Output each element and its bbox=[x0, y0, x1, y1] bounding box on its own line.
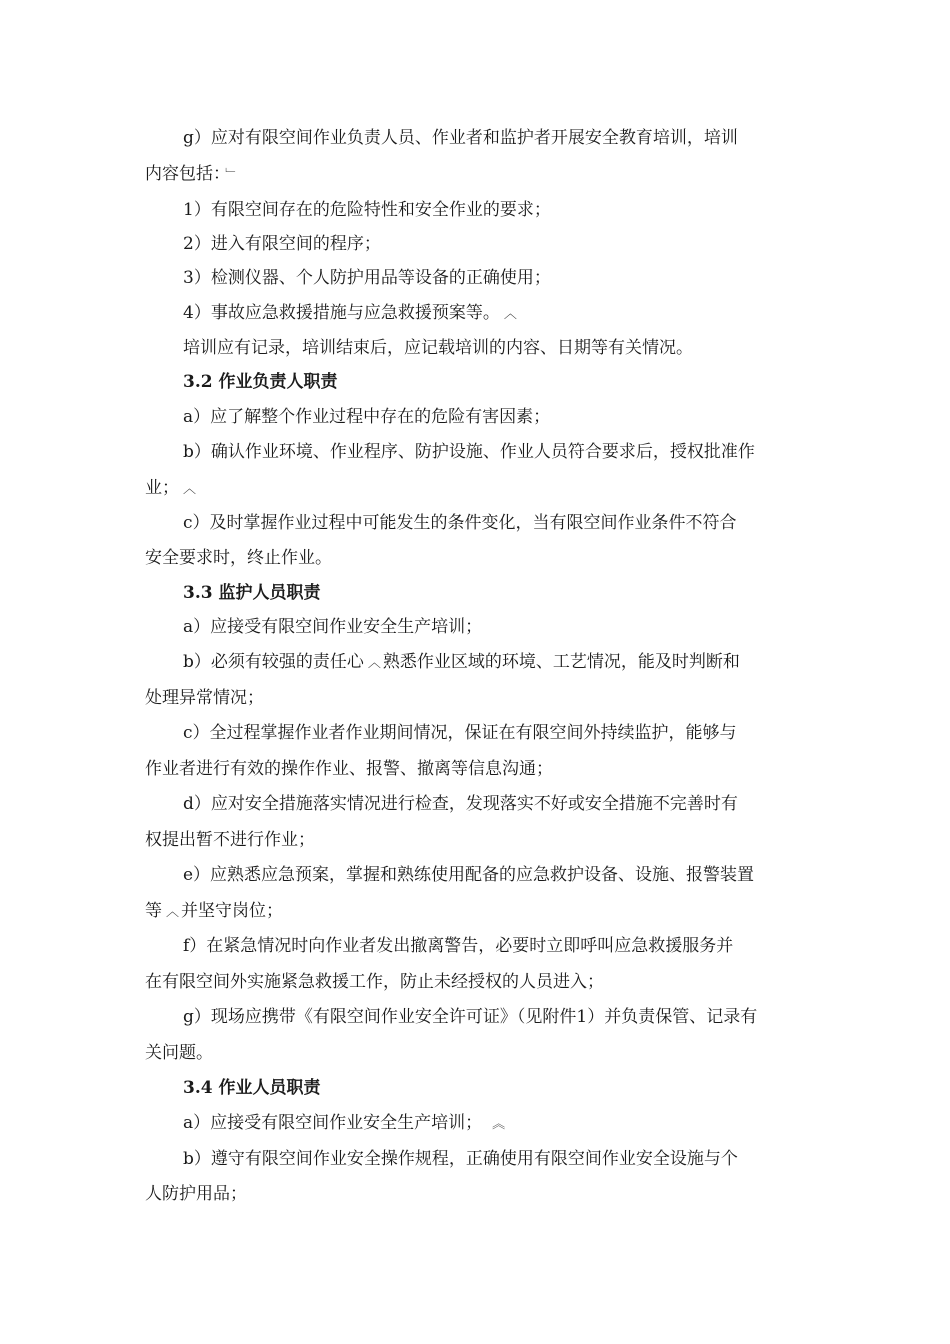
bracket-mark-icon: ﹂ bbox=[225, 168, 239, 183]
caret-mark-icon: ︿ bbox=[367, 656, 381, 671]
section-heading: 3.2 作业负责人职责 bbox=[183, 372, 338, 392]
caret-mark-icon: ︿ bbox=[183, 482, 197, 497]
list-item: c）及时掌握作业过程中可能发生的条件变化，当有限空间作业条件不符合 bbox=[183, 513, 737, 533]
list-item: b）遵守有限空间作业安全操作规程，正确使用有限空间作业安全设施与个 bbox=[183, 1149, 738, 1169]
paragraph-line: 权提出暂不进行作业； bbox=[145, 830, 315, 850]
paragraph-line: 人防护用品； bbox=[145, 1184, 247, 1204]
list-item: g）现场应携带《有限空间作业安全许可证》（见附件1）并负责保管、记录有 bbox=[183, 1007, 758, 1027]
section-heading: 3.3 监护人员职责 bbox=[183, 583, 321, 603]
caret-mark-icon: ︿ bbox=[166, 905, 180, 920]
list-item: b）确认作业环境、作业程序、防护设施、作业人员符合要求后，授权批准作 bbox=[183, 442, 755, 462]
paragraph-line: 业； ︿ bbox=[145, 478, 197, 498]
list-item: 3）检测仪器、个人防护用品等设备的正确使用； bbox=[183, 268, 551, 288]
list-item: f）在紧急情况时向作业者发出撤离警告，必要时立即呼叫应急救援服务并 bbox=[183, 936, 734, 956]
list-item: a）应接受有限空间作业安全生产培训； ︽ bbox=[183, 1113, 506, 1133]
paragraph-line: 作业者进行有效的操作作业、报警、撤离等信息沟通； bbox=[145, 759, 553, 779]
list-item: c）全过程掌握作业者作业期间情况，保证在有限空间外持续监护，能够与 bbox=[183, 723, 737, 743]
paragraph-line: 内容包括： ﹂ bbox=[145, 164, 239, 184]
list-item: e）应熟悉应急预案，掌握和熟练使用配备的应急救护设备、设施、报警装置 bbox=[183, 865, 755, 885]
paragraph-line: g）应对有限空间作业负责人员、作业者和监护者开展安全教育培训，培训 bbox=[183, 128, 738, 148]
double-caret-mark-icon: ︽ bbox=[492, 1117, 506, 1132]
list-item: b）必须有较强的责任心 ︿ 熟悉作业区域的环境、工艺情况，能及时判断和 bbox=[183, 652, 740, 672]
paragraph-line: 处理异常情况； bbox=[145, 688, 264, 708]
list-item: a）应接受有限空间作业安全生产培训； bbox=[183, 617, 483, 637]
paragraph-line: 培训应有记录，培训结束后，应记载培训的内容、日期等有关情况。 bbox=[183, 338, 693, 358]
list-item: 1）有限空间存在的危险特性和安全作业的要求； bbox=[183, 200, 551, 220]
section-heading: 3.4 作业人员职责 bbox=[183, 1078, 321, 1098]
list-item: 4）事故应急救援措施与应急救援预案等。 ︿ bbox=[183, 303, 517, 323]
paragraph-line: 在有限空间外实施紧急救援工作，防止未经授权的人员进入； bbox=[145, 972, 604, 992]
paragraph-line: 关问题。 bbox=[145, 1043, 213, 1063]
list-item: d）应对安全措施落实情况进行检查，发现落实不好或安全措施不完善时有 bbox=[183, 794, 738, 814]
paragraph-line: 等 ︿ 并坚守岗位； bbox=[145, 901, 284, 921]
caret-mark-icon: ︿ bbox=[503, 307, 517, 322]
paragraph-line: 安全要求时，终止作业。 bbox=[145, 548, 332, 568]
list-item: 2）进入有限空间的程序； bbox=[183, 234, 381, 254]
list-item: a）应了解整个作业过程中存在的危险有害因素； bbox=[183, 407, 551, 427]
